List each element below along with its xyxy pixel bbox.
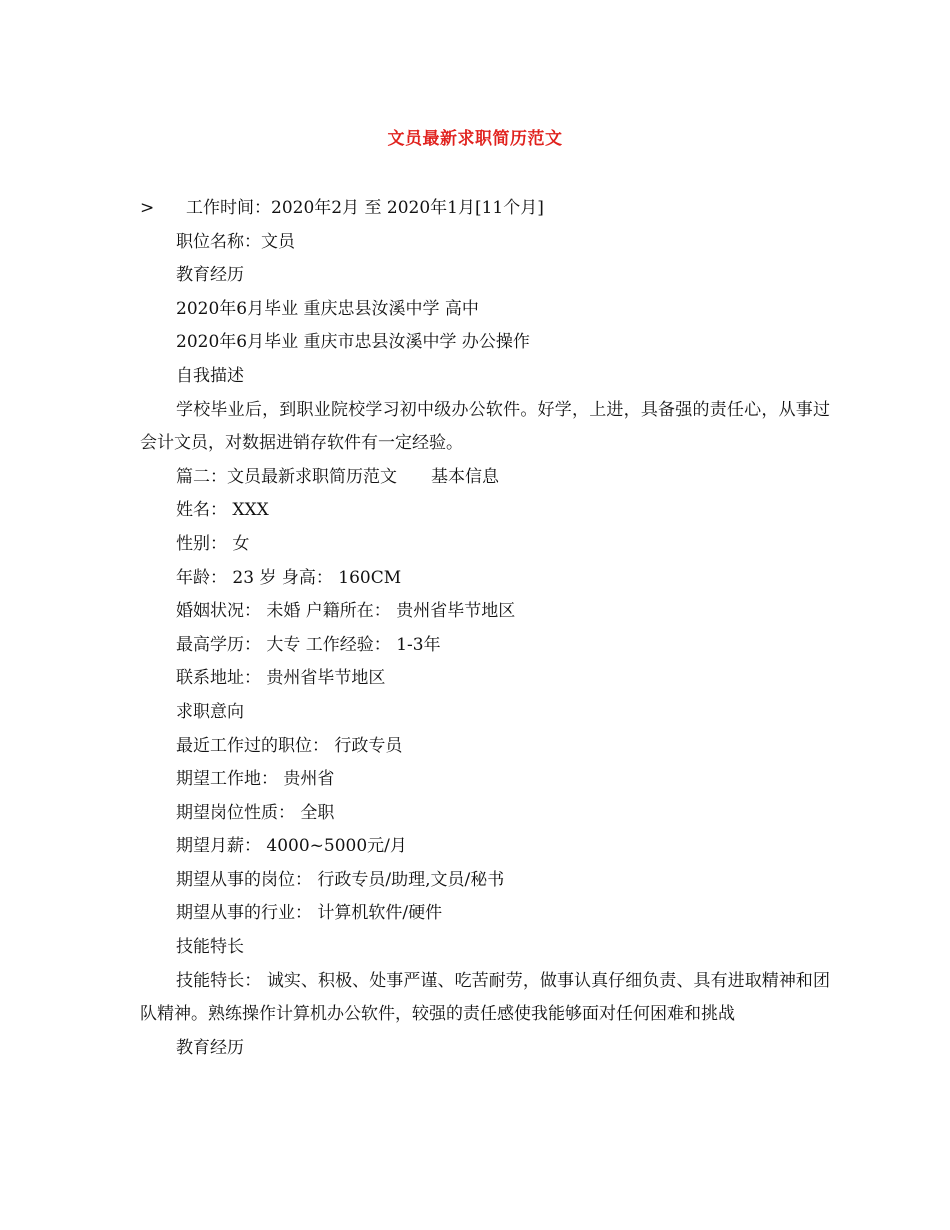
- work-period-text: 工作时间：2020年2月 至 2020年1月[11个月]: [186, 198, 544, 218]
- job-title-line: 职位名称：文员: [176, 231, 295, 252]
- education-entry: 2020年6月毕业 重庆忠县汝溪中学 高中: [176, 298, 479, 319]
- expected-job-type-line: 期望岗位性质： 全职: [176, 802, 335, 823]
- age-height-line: 年龄： 23 岁 身高： 160CM: [176, 567, 402, 588]
- expected-location-line: 期望工作地： 贵州省: [176, 769, 335, 790]
- degree-experience-line: 最高学历： 大专 工作经验： 1-3年: [176, 634, 441, 655]
- expected-position-line: 期望从事的岗位： 行政专员/助理,文员/秘书: [176, 869, 505, 890]
- self-description-paragraph: 学校毕业后，到职业院校学习初中级办公软件。好学，上进，具备强的责任心，从事过会计文员，对数据进销存软件有一定经验。: [140, 399, 830, 454]
- education-heading: 教育经历: [176, 1037, 244, 1058]
- work-period-line: [140, 192, 830, 226]
- education-entry: 2020年6月毕业 重庆市忠县汝溪中学 办公操作: [176, 332, 530, 353]
- job-intention-heading: 求职意向: [176, 701, 244, 722]
- gender-line: 性别： 女: [176, 533, 250, 554]
- section-two-heading: 篇二：文员最新求职简历范文 基本信息: [176, 466, 499, 487]
- name-line: 姓名： XXX: [176, 500, 269, 521]
- bullet-marker: >: [140, 198, 155, 218]
- education-heading: 教育经历: [176, 265, 244, 286]
- skills-heading: 技能特长: [176, 937, 244, 958]
- self-description-heading: 自我描述: [176, 365, 244, 386]
- document-title: 文员最新求职简历范文: [387, 129, 563, 149]
- address-line: 联系地址： 贵州省毕节地区: [176, 668, 386, 689]
- recent-position-line: 最近工作过的职位： 行政专员: [176, 735, 403, 756]
- document-body: [140, 192, 830, 1065]
- marital-residence-line: 婚姻状况： 未婚 户籍所在： 贵州省毕节地区: [176, 601, 516, 622]
- expected-salary-line: 期望月薪： 4000~5000元/月: [176, 836, 407, 857]
- skills-paragraph: 技能特长： 诚实、积极、处事严谨、吃苦耐劳，做事认真仔细负责、具有进取精神和团队精神。熟练操作计算机办公软件，较强的责任感使我能够面对任何困难和挑战: [140, 970, 830, 1025]
- expected-industry-line: 期望从事的行业： 计算机软件/硬件: [176, 903, 443, 924]
